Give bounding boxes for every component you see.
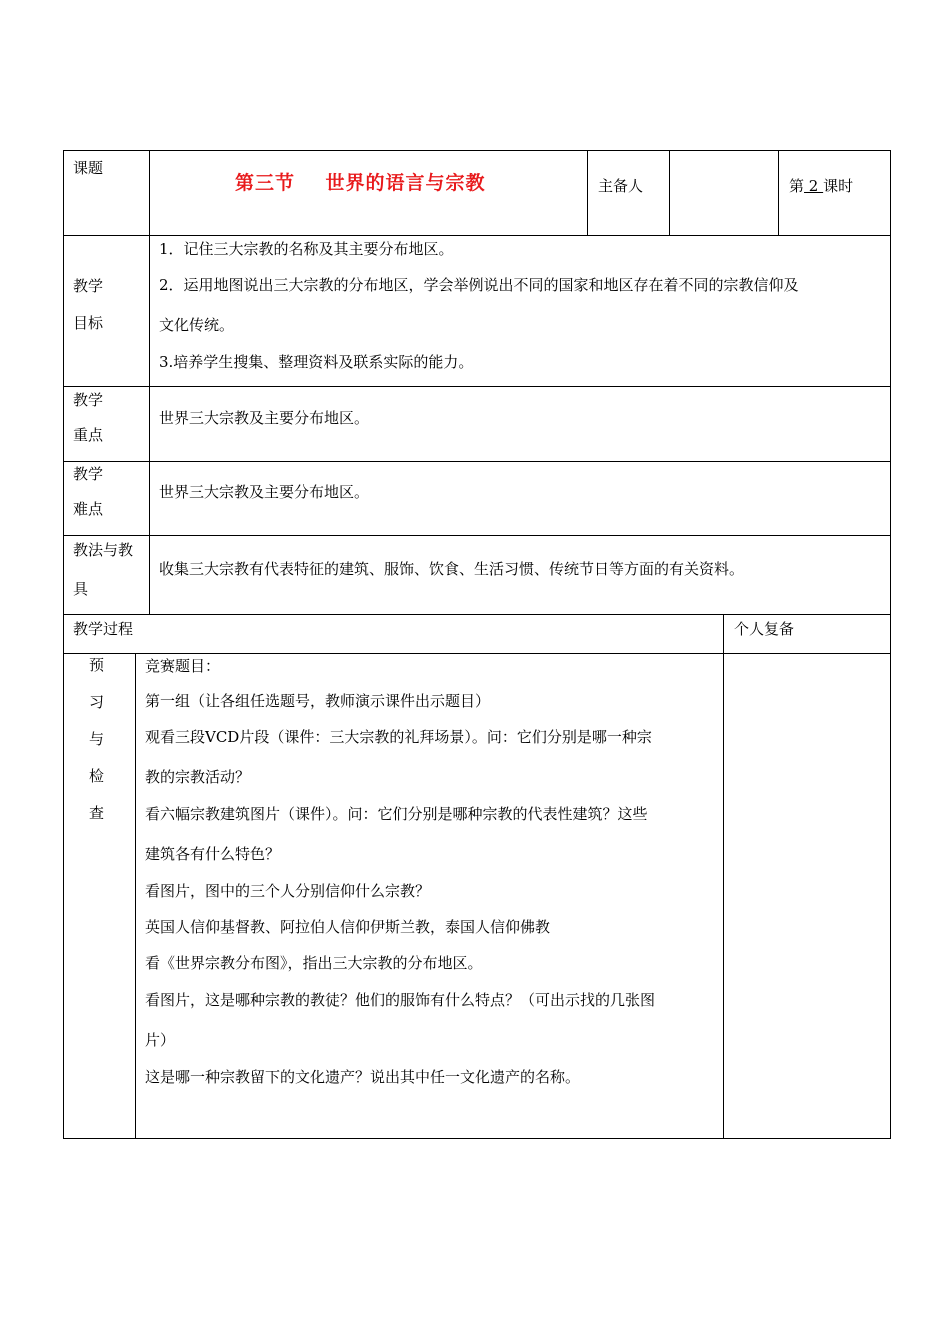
table-border-top xyxy=(63,150,891,151)
difficulties-text: 世界三大宗教及主要分布地区。 xyxy=(159,483,370,501)
objective-item: 文化传统。 xyxy=(159,316,235,334)
process-line: 片） xyxy=(145,1031,176,1049)
table-col-divider xyxy=(778,150,779,236)
table-rule xyxy=(63,235,891,236)
personal-notes-label: 个人复备 xyxy=(734,620,795,638)
objectives-label-line1: 教学 xyxy=(73,277,104,295)
process-line: 竞赛题目： xyxy=(145,657,221,675)
process-line: 这是哪一种宗教留下的文化遗产？说出其中任一文化遗产的名称。 xyxy=(145,1068,581,1086)
methods-label-line2: 具 xyxy=(73,580,89,598)
table-col-divider xyxy=(587,150,588,236)
process-line: 第一组（让各组任选题号，教师演示课件出示题目） xyxy=(145,692,491,710)
stage-char: 预 xyxy=(89,656,105,674)
topic-label: 课题 xyxy=(73,159,104,177)
lesson-number-field xyxy=(789,179,853,194)
table-border-left xyxy=(63,150,64,1139)
process-line: 观看三段VCD片段（课件：三大宗教的礼拜场景）。问：它们分别是哪一种宗 xyxy=(145,728,652,746)
process-line: 教的宗教活动？ xyxy=(145,768,251,786)
stage-char: 检 xyxy=(89,767,105,785)
process-line: 看图片，这是哪种宗教的教徒？他们的服饰有什么特点？（可出示找的几张图 xyxy=(145,991,656,1009)
process-label: 教学过程 xyxy=(73,620,134,638)
lesson-number: 2 xyxy=(804,177,824,195)
difficulties-label-line2: 难点 xyxy=(73,500,104,518)
objectives-label-line2: 目标 xyxy=(73,314,104,332)
objective-item: 1．记住三大宗教的名称及其主要分布地区。 xyxy=(159,240,454,258)
table-rule xyxy=(63,614,891,615)
key-points-label-line2: 重点 xyxy=(73,426,104,444)
stage-char: 查 xyxy=(89,804,105,822)
table-rule xyxy=(63,461,891,462)
stage-char: 与 xyxy=(89,730,105,748)
stage-label xyxy=(89,658,104,843)
table-col-divider xyxy=(723,614,724,1139)
methods-text: 收集三大宗教有代表特征的建筑、服饰、饮食、生活习惯、传统节日等方面的有关资料。 xyxy=(159,560,745,578)
objective-item: 3.培养学生搜集、整理资料及联系实际的能力。 xyxy=(159,353,474,371)
page-title: 第三节 世界的语言与宗教 xyxy=(235,172,486,194)
table-col-divider xyxy=(135,653,136,1139)
process-line: 看六幅宗教建筑图片（课件）。问：它们分别是哪种宗教的代表性建筑？这些 xyxy=(145,805,648,823)
stage-char: 习 xyxy=(89,693,105,711)
table-rule xyxy=(63,386,891,387)
difficulties-label-line1: 教学 xyxy=(73,465,104,483)
process-line: 看图片，图中的三个人分别信仰什么宗教？ xyxy=(145,882,431,900)
table-col-divider xyxy=(669,150,670,236)
key-points-text: 世界三大宗教及主要分布地区。 xyxy=(159,409,370,427)
objective-item: 2．运用地图说出三大宗教的分布地区，学会举例说出不同的国家和地区存在着不同的宗教信仰及 xyxy=(159,276,799,294)
preparer-label: 主备人 xyxy=(598,177,644,195)
table-rule xyxy=(63,653,891,654)
methods-label-line1: 教法与教 xyxy=(73,541,134,559)
table-col-divider xyxy=(149,150,150,615)
table-border-right xyxy=(890,150,891,1139)
key-points-label-line1: 教学 xyxy=(73,391,104,409)
lesson-prefix: 第 xyxy=(789,177,805,195)
process-line: 建筑各有什么特色？ xyxy=(145,845,281,863)
lesson-suffix: 课时 xyxy=(823,177,854,195)
table-rule xyxy=(63,535,891,536)
process-line: 英国人信仰基督教、阿拉伯人信仰伊斯兰教，泰国人信仰佛教 xyxy=(145,918,551,936)
table-border-bottom xyxy=(63,1138,891,1139)
process-line: 看《世界宗教分布图》，指出三大宗教的分布地区。 xyxy=(145,954,483,972)
